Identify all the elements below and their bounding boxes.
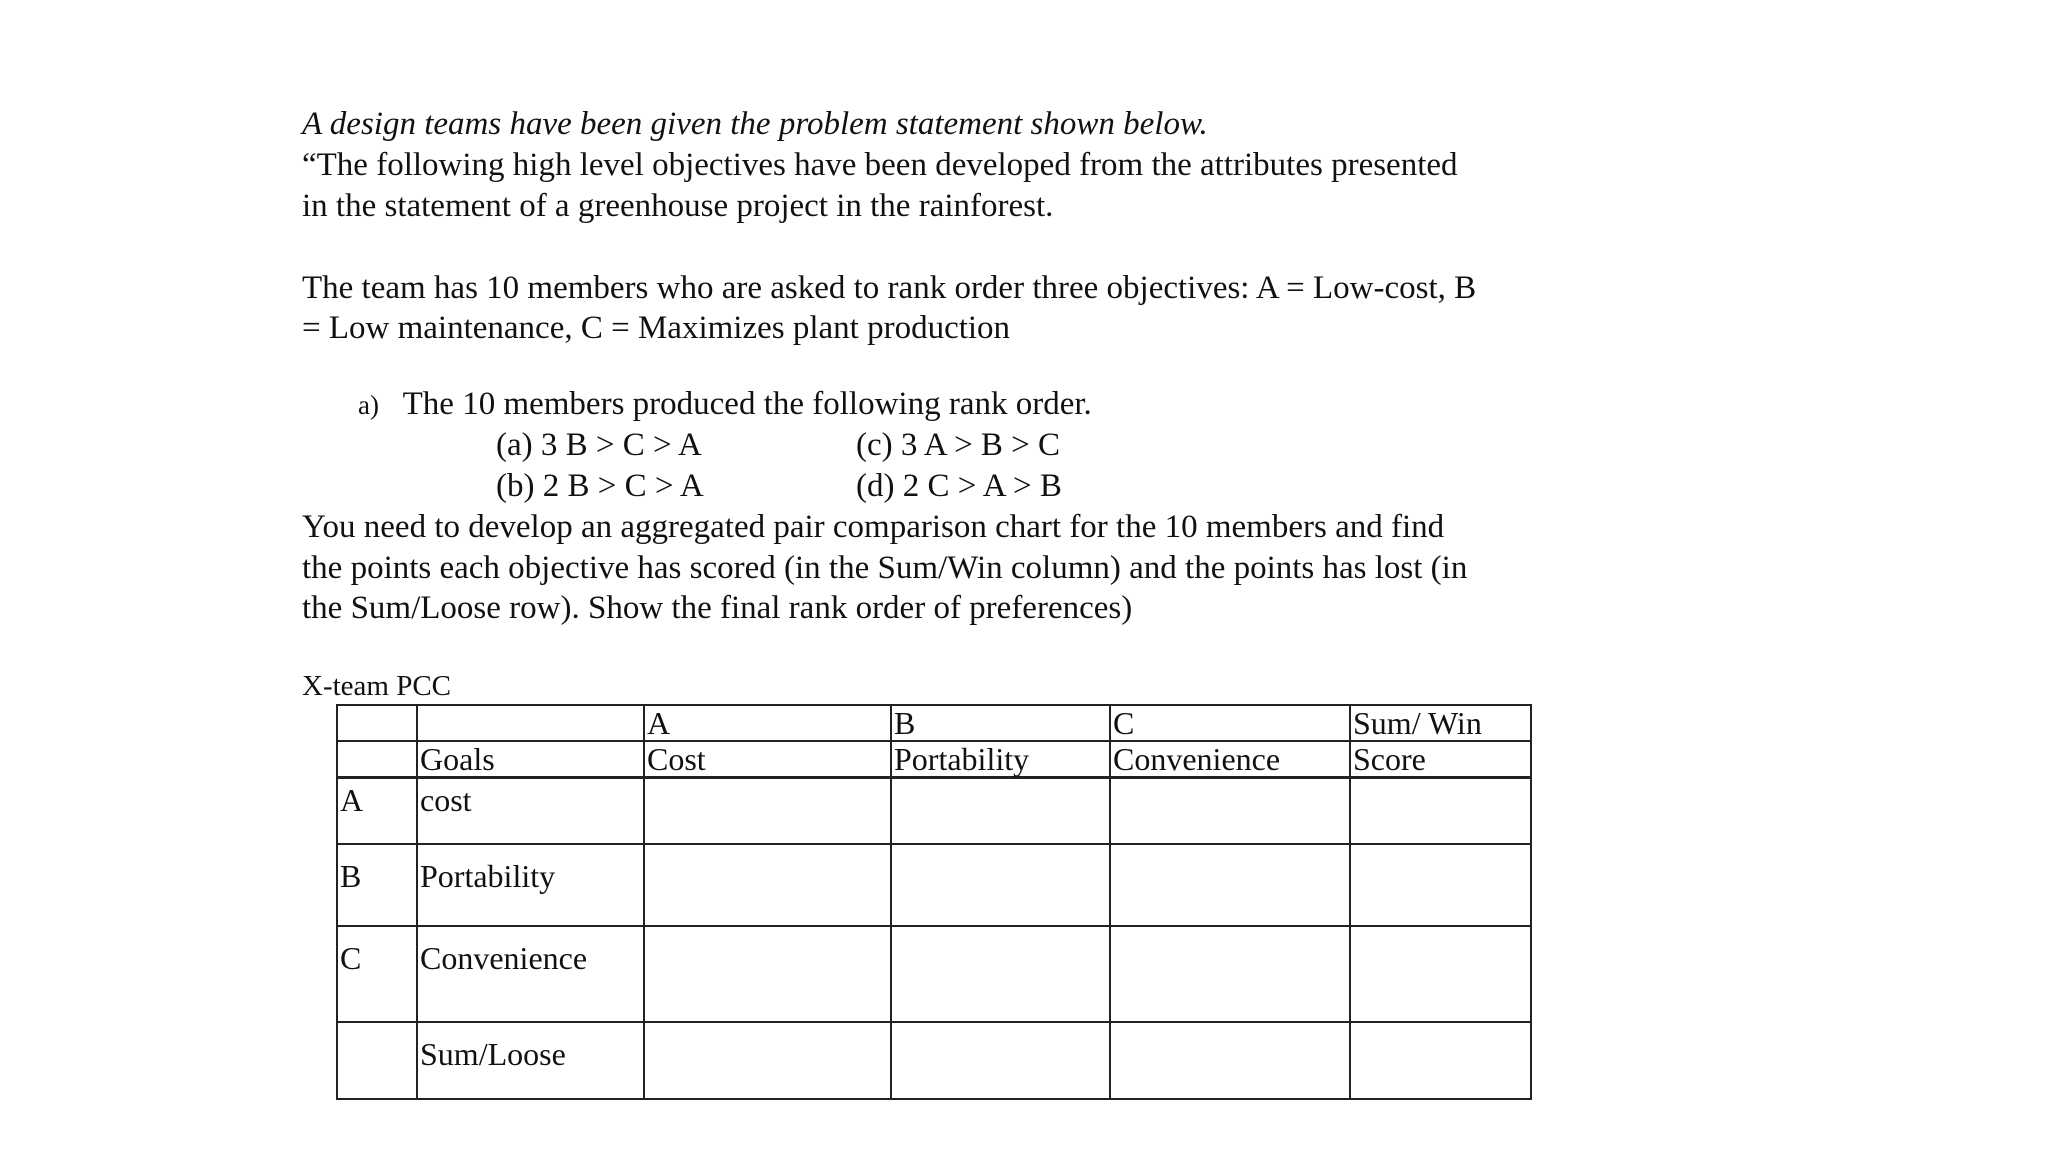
header-cell: A: [644, 705, 891, 741]
question-label: a): [358, 390, 379, 420]
table-cell: [1110, 926, 1350, 1022]
task-line-3: the Sum/Loose row). Show the final rank order of preferences): [302, 590, 1133, 626]
table-cell: [1350, 1022, 1531, 1099]
team-line-1: The team has 10 members who are asked to rank order three objectives: A = Low-cost, B: [302, 270, 1477, 306]
header-cell: Goals: [417, 741, 644, 778]
header-row-top: [337, 705, 1531, 741]
table-cell: [644, 926, 891, 1022]
table-cell: [1350, 844, 1531, 926]
table-caption: X-team PCC: [302, 670, 452, 702]
table-cell: [644, 844, 891, 926]
task-line-1: You need to develop an aggregated pair comparison chart for the 10 members and find: [302, 509, 1445, 545]
question-text: The 10 members produced the following rank order.: [402, 386, 1092, 422]
team-line-2: = Low maintenance, C = Maximizes plant production: [302, 310, 1011, 346]
table-cell: [891, 926, 1110, 1022]
table-row: [337, 778, 1531, 845]
table-row: [337, 844, 1531, 926]
table-cell: [891, 1022, 1110, 1099]
row-letter: C: [337, 926, 417, 1022]
intro-line-1: A design teams have been given the problem statement shown below.: [302, 106, 1208, 142]
header-cell: Portability: [891, 741, 1110, 778]
row-goal: Convenience: [417, 926, 644, 1022]
header-cell: B: [891, 705, 1110, 741]
row-letter: [337, 1022, 417, 1099]
header-cell: [337, 705, 417, 741]
header-cell: Score: [1350, 741, 1531, 778]
header-cell: Sum/ Win: [1350, 705, 1531, 741]
header-row-bottom: [337, 741, 1531, 778]
row-goal: Sum/Loose: [417, 1022, 644, 1099]
task-line-2: the points each objective has scored (in the Sum/Win column) and the points has lost (in: [302, 550, 1468, 586]
table-cell: [1110, 844, 1350, 926]
header-cell: Convenience: [1110, 741, 1350, 778]
rank-option-a: (a) 3 B > C > A: [496, 427, 702, 463]
header-cell: C: [1110, 705, 1350, 741]
rank-option-b: (b) 2 B > C > A: [496, 468, 704, 504]
header-cell: [337, 741, 417, 778]
table-cell: [644, 1022, 891, 1099]
table-cell: [1110, 778, 1350, 845]
table-cell: [891, 778, 1110, 845]
table-cell: [891, 844, 1110, 926]
question-a: [358, 384, 1092, 425]
row-letter: B: [337, 844, 417, 926]
header-cell: [417, 705, 644, 741]
header-cell: Cost: [644, 741, 891, 778]
intro-line-3: in the statement of a greenhouse project in the rainforest.: [302, 188, 1054, 224]
row-goal: cost: [417, 778, 644, 845]
table-row: [337, 926, 1531, 1022]
rank-option-d: (d) 2 C > A > B: [856, 468, 1062, 504]
table-cell: [1350, 926, 1531, 1022]
table-cell: [1110, 1022, 1350, 1099]
intro-line-2: “The following high level objectives have been developed from the attributes presented: [302, 147, 1458, 183]
rank-option-c: (c) 3 A > B > C: [856, 427, 1061, 463]
table-cell: [1350, 778, 1531, 845]
table-cell: [644, 778, 891, 845]
pair-comparison-table: [336, 704, 1532, 1100]
row-goal: Portability: [417, 844, 644, 926]
table-row: [337, 1022, 1531, 1099]
row-letter: A: [337, 778, 417, 845]
